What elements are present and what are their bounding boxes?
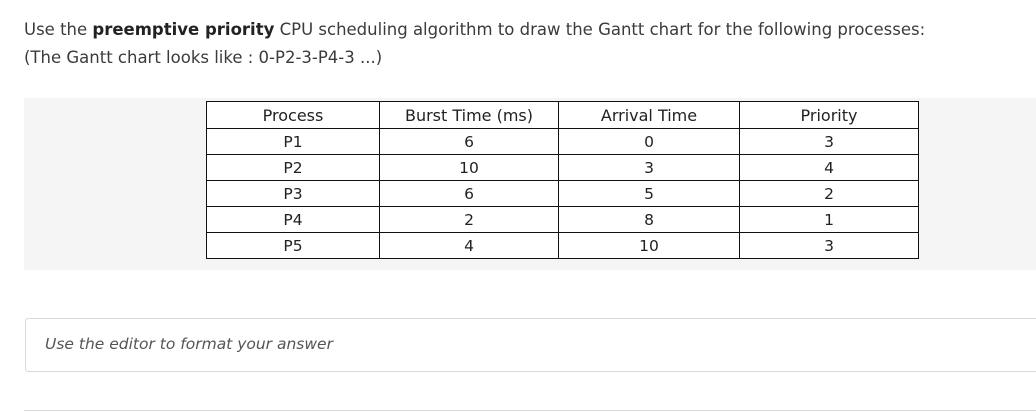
question-bold-term: preemptive priority: [92, 20, 275, 39]
cell-process: P5: [207, 233, 380, 259]
cell-arrival-time: 8: [559, 207, 740, 233]
cell-arrival-time: 0: [559, 129, 740, 155]
question-prefix: Use the: [24, 20, 93, 39]
cell-priority: 2: [740, 181, 919, 207]
question-text: [24, 16, 925, 72]
cell-arrival-time: 5: [559, 181, 740, 207]
editor-placeholder: Use the editor to format your answer: [45, 335, 333, 353]
question-suffix: CPU scheduling algorithm to draw the Gantt chart for the following processes:: [274, 20, 926, 39]
header-process: Process: [207, 102, 380, 129]
question-line-1: [24, 16, 925, 44]
cell-priority: 4: [740, 155, 919, 181]
cell-arrival-time: 3: [559, 155, 740, 181]
table-row: [207, 129, 919, 155]
cell-burst-time: 6: [380, 181, 559, 207]
question-line-2: (The Gantt chart looks like : 0-P2-3-P4-3 ...): [24, 48, 383, 67]
cell-burst-time: 2: [380, 207, 559, 233]
cell-arrival-time: 10: [559, 233, 740, 259]
cell-priority: 1: [740, 207, 919, 233]
divider: [24, 410, 1036, 411]
table-row: [207, 181, 919, 207]
header-burst-time: Burst Time (ms): [380, 102, 559, 129]
cell-process: P4: [207, 207, 380, 233]
table-row: [207, 207, 919, 233]
answer-editor[interactable]: [25, 318, 1036, 372]
cell-process: P2: [207, 155, 380, 181]
cell-process: P3: [207, 181, 380, 207]
cell-burst-time: 4: [380, 233, 559, 259]
cell-priority: 3: [740, 233, 919, 259]
table-row: [207, 155, 919, 181]
cell-burst-time: 10: [380, 155, 559, 181]
table-row: [207, 233, 919, 259]
table-panel: [24, 98, 1036, 270]
cell-process: P1: [207, 129, 380, 155]
header-arrival-time: Arrival Time: [559, 102, 740, 129]
header-priority: Priority: [740, 102, 919, 129]
table-header-row: [207, 102, 919, 129]
process-table: [206, 101, 919, 259]
cell-priority: 3: [740, 129, 919, 155]
cell-burst-time: 6: [380, 129, 559, 155]
